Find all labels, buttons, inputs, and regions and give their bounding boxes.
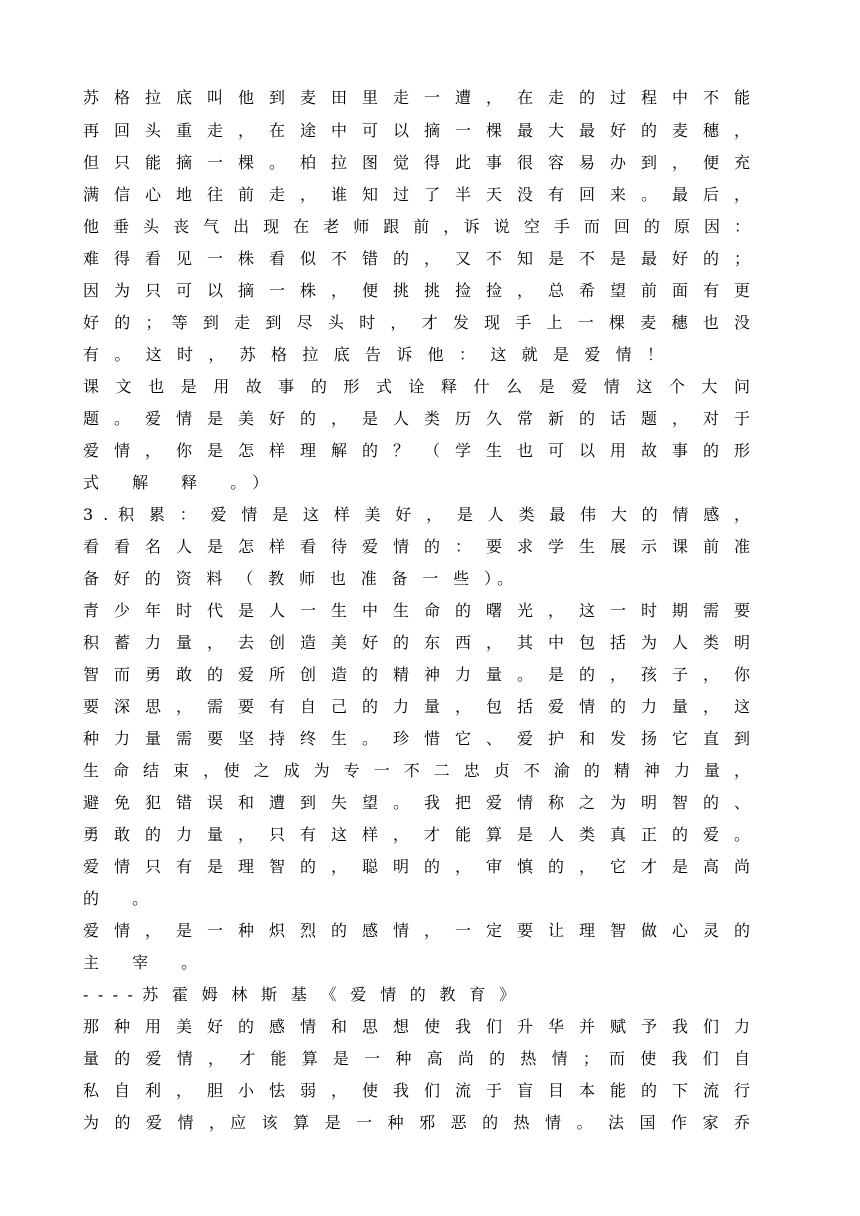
text-line: 爱 情 只 有 是 理 智 的 ， 聪 明 的 ， 审 慎 的 ， 它 才 是 高 尚 — [83, 857, 750, 876]
text-line: 他 垂 头 丧 气 出 现 在 老 师 跟 前 ，诉 说 空 手 而 回 的 原 因 ： — [83, 217, 750, 236]
text-line: 勇 敢 的 力 量 ， 只 有 这 样 ， 才 能 算 是 人 类 真 正 的 爱 。 — [83, 825, 750, 844]
text-line: 生 命 结 束 ，使 之 成 为 专 一 不 二 忠 贞 不 渝 的 精 神 力 量 ， — [83, 761, 750, 780]
text-line: 满 信 心 地 往 前 走 ， 谁 知 过 了 半 天 没 有 回 来 。 最 后 ， — [83, 185, 750, 204]
text-line: 再 回 头 重 走 ， 在 途 中 可 以 摘 一 棵 最 大 最 好 的 麦 穗 ， — [83, 121, 750, 140]
text-line: 但 只 能 摘 一 棵 。 柏 拉 图 觉 得 此 事 很 容 易 办 到 ， 便 充 — [83, 153, 750, 172]
text-line: 那 种 用 美 好 的 感 情 和 思 想 使 我 们 升 华 并 赋 予 我 们 力 — [83, 1017, 750, 1036]
text-line: 种 力 量 需 要 坚 持 终 生 。 珍 惜 它 、 爱 护 和 发 扬 它 直 到 — [83, 729, 750, 748]
text-line: 的 。 — [83, 889, 163, 908]
text-line: 爱 情 ， 是 一 种 炽 烈 的 感 情 ， 一 定 要 让 理 智 做 心 灵 的 — [83, 921, 750, 940]
text-line: 为 的 爱 情 ，应 该 算 是 一 种 邪 恶 的 热 情 。 法 国 作 家 乔 — [83, 1113, 750, 1132]
text-line: 看 看 名 人 是 怎 样 看 待 爱 情 的 ： 要 求 学 生 展 示 课 前 准 — [83, 537, 750, 556]
text-line: 私 自 利 ， 胆 小 怯 弱 ， 使 我 们 流 于 盲 目 本 能 的 下 流 行 — [83, 1081, 750, 1100]
text-line: 青 少 年 时 代 是 人 一 生 中 生 命 的 曙 光 ， 这 一 时 期 需 要 — [83, 601, 750, 620]
text-line: 备 好 的 资 料 （ 教 师 也 准 备 一 些 ）。 — [83, 569, 513, 588]
text-line: 课 文 也 是 用 故 事 的 形 式 诠 释 什 么 是 爱 情 这 个 大 问 — [83, 377, 750, 396]
citation-line: - - - - 苏 霍 姆 林 斯 基 《 爱 情 的 教 育 》 — [83, 985, 515, 1004]
text-line: 题 。 爱 情 是 美 好 的 ， 是 人 类 历 久 常 新 的 话 题 ， 对 于 — [83, 409, 750, 428]
text-line: 主 宰 。 — [83, 953, 212, 972]
text-line: 好 的 ； 等 到 走 到 尽 头 时 ， 才 发 现 手 上 一 棵 麦 穗 也 没 — [83, 313, 750, 332]
text-line: 爱 情 ， 你 是 怎 样 理 解 的 ？ （ 学 生 也 可 以 用 故 事 的 形 — [83, 441, 750, 460]
text-line: 因 为 只 可 以 摘 一 株 ， 便 挑 挑 捡 捡 ， 总 希 望 前 面 有 更 — [83, 281, 750, 300]
text-line: 有 。 这 时 ， 苏 格 拉 底 告 诉 他 ： 这 就 是 爱 情 ！ — [83, 345, 663, 364]
text-line: 难 得 看 见 一 株 看 似 不 错 的 ， 又 不 知 是 不 是 最 好 的 ； — [83, 249, 750, 268]
text-line: 苏 格 拉 底 叫 他 到 麦 田 里 走 一 遭 ， 在 走 的 过 程 中 不 能 — [83, 88, 750, 107]
text-line: 量 的 爱 情 ， 才 能 算 是 一 种 高 尚 的 热 情 ； 而 使 我 们 自 — [83, 1049, 750, 1068]
text-line: 智 而 勇 敢 的 爱 所 创 造 的 精 神 力 量 。 是 的 ， 孩 子 ， 你 — [83, 665, 750, 684]
text-line: 3 . 积 累 ： 爱 情 是 这 样 美 好 ， 是 人 类 最 伟 大 的 情 感 ， — [83, 505, 750, 524]
text-line: 避 免 犯 错 误 和 遭 到 失 望 。 我 把 爱 情 称 之 为 明 智 的 、 — [83, 793, 750, 812]
text-line: 要 深 思 ， 需 要 有 自 己 的 力 量 ， 包 括 爱 情 的 力 量 ， 这 — [83, 697, 750, 716]
text-line: 式 解 释 。） — [83, 473, 283, 492]
text-line: 积 蓄 力 量 ， 去 创 造 美 好 的 东 西 ， 其 中 包 括 为 人 类 明 — [83, 633, 750, 652]
